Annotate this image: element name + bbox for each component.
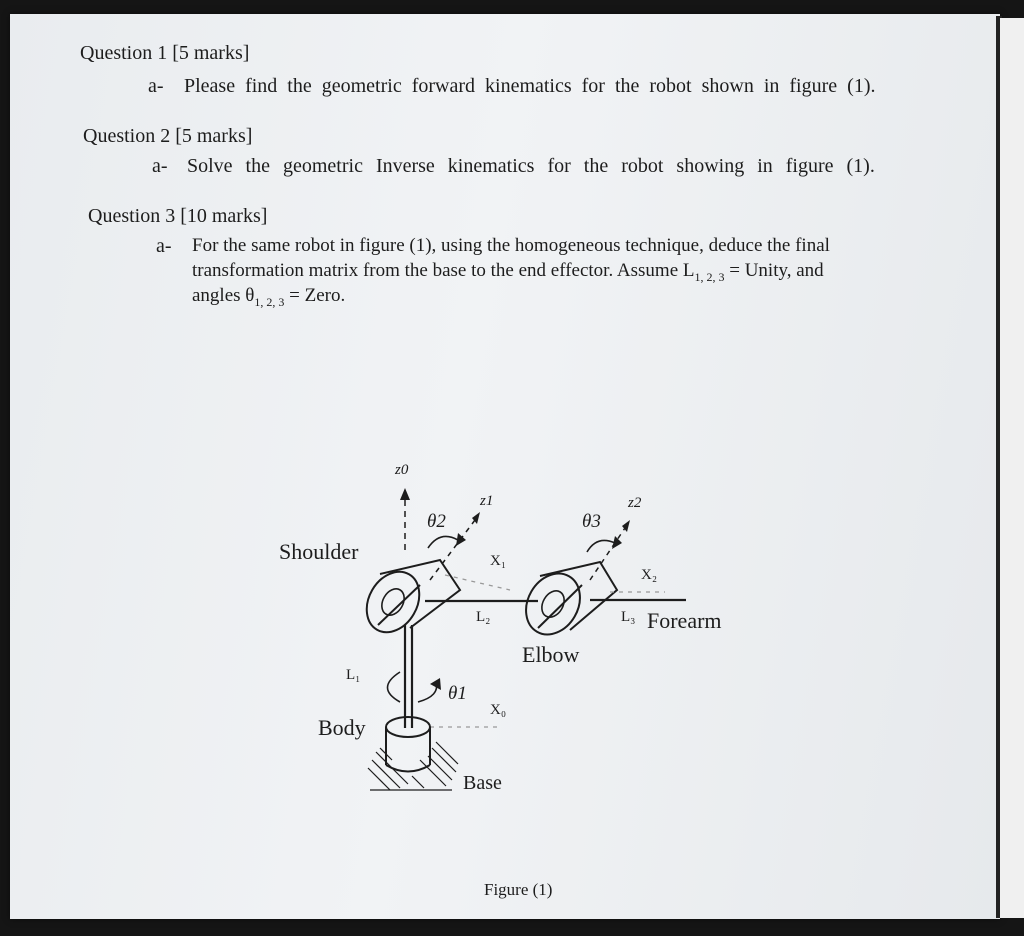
- z2-label: z2: [628, 495, 642, 511]
- ground-hatching: [368, 742, 458, 790]
- question-3-line-3-subscript: 1, 2, 3: [254, 294, 285, 309]
- question-3-item-marker: a-: [156, 235, 172, 257]
- shoulder-joint-inner: [377, 585, 408, 619]
- x2-label: X₂: [641, 567, 658, 583]
- theta3-label: θ3: [582, 511, 601, 532]
- theta2-label: θ2: [427, 511, 446, 532]
- theta1-rotation-left: [388, 672, 401, 702]
- figure-caption: Figure (1): [484, 880, 553, 899]
- question-3-line-1: For the same robot in figure (1), using the homogeneous technique, deduce the final: [192, 235, 830, 256]
- question-3-line-2-tail: = Unity, and: [724, 260, 824, 281]
- x0-label: X₀: [490, 702, 507, 718]
- elbow-label: Elbow: [522, 642, 580, 667]
- l2-label: L₂: [476, 609, 491, 625]
- elbow-cylinder-body: [540, 562, 617, 630]
- question-3-line-2-main: transformation matrix from the base to the end effector. Assume L: [192, 260, 695, 281]
- theta2-rotation-arc: [428, 536, 458, 548]
- shoulder-diagonal: [378, 585, 420, 625]
- question-2-item-text: Solve the geometric Inverse kinematics for the robot showing in figure (1).: [187, 155, 875, 177]
- theta3-rotation-arc: [587, 540, 615, 552]
- question-3-line-2-subscript: 1, 2, 3: [694, 269, 725, 284]
- l1-label: L₁: [346, 667, 361, 683]
- shoulder-joint-ellipse: [356, 562, 430, 641]
- body-label: Body: [318, 715, 366, 740]
- z1-label: z1: [480, 493, 494, 509]
- z2-arrowhead: [622, 520, 630, 532]
- question-3-title: Question 3 [10 marks]: [88, 205, 268, 227]
- question-1-title: Question 1 [5 marks]: [80, 42, 250, 64]
- forearm-label: Forearm: [647, 608, 722, 633]
- question-1-item-marker: a-: [148, 75, 164, 97]
- question-2-title: Question 2 [5 marks]: [83, 125, 253, 147]
- z0-arrowhead: [400, 488, 410, 500]
- shoulder-label: Shoulder: [279, 539, 359, 564]
- question-1-item-text: Please find the geometric forward kinematics for the robot shown in figure (1).: [184, 75, 876, 97]
- theta3-arrowhead: [612, 536, 622, 549]
- base-cylinder-top: [386, 717, 430, 737]
- elbow-joint-ellipse: [515, 564, 590, 644]
- question-3-line-3-tail: = Zero.: [284, 285, 346, 306]
- z2-axis-line: [590, 528, 625, 580]
- theta1-label: θ1: [448, 683, 467, 704]
- l3-label: L₃: [621, 609, 636, 625]
- theta1-arrowhead: [430, 678, 441, 690]
- question-2-item-marker: a-: [152, 155, 168, 177]
- z0-label: z0: [395, 462, 409, 478]
- x1-label: X₁: [490, 553, 507, 569]
- base-label: Base: [463, 772, 502, 794]
- question-3-line-3-main: angles θ: [192, 285, 255, 306]
